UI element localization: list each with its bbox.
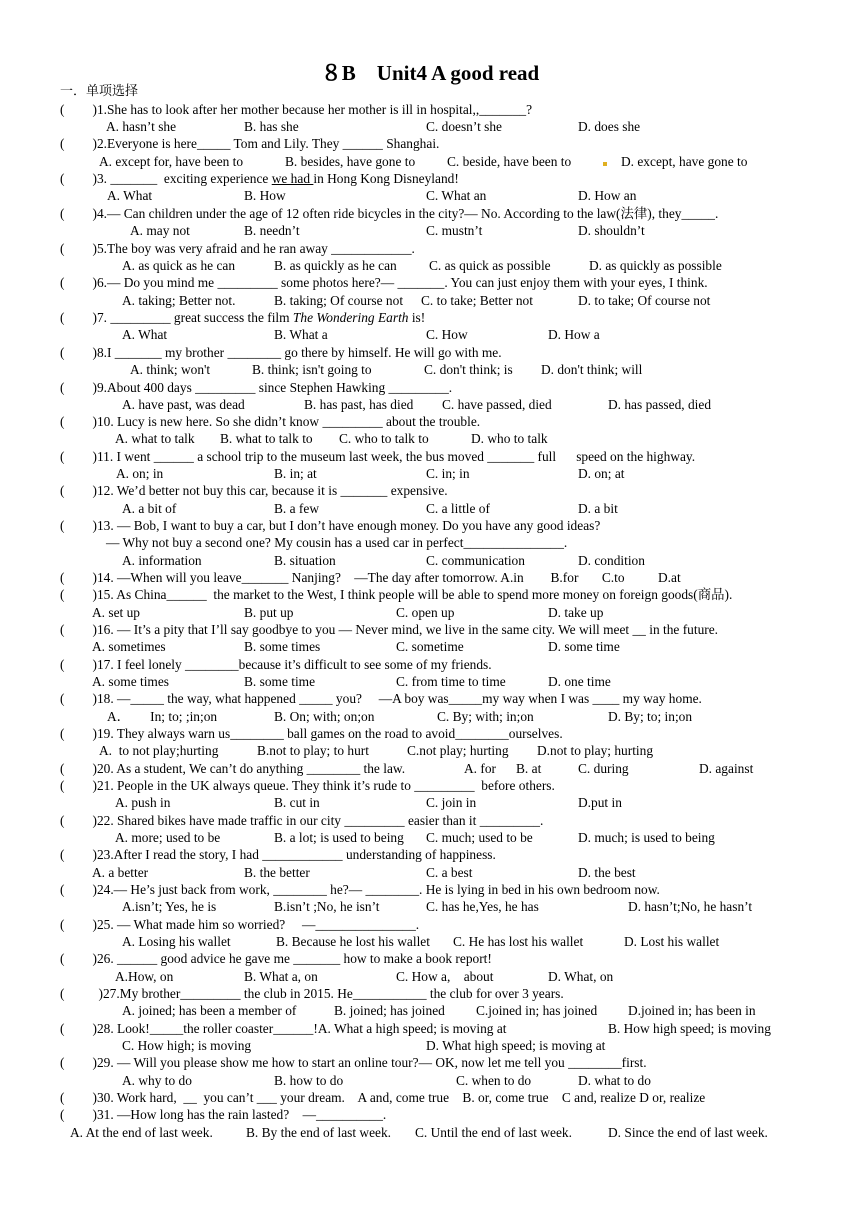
option-27a: A. joined; has been a member of	[122, 1003, 297, 1018]
question-11: ( )11. I went ______ a school trip to the museum last week, the bus moved _______ full speed on the highway.	[60, 449, 696, 464]
question-31: ( )31. —How long has the rain lasted? —__________.	[60, 1107, 387, 1122]
option-31d: D. Since the end of last week.	[608, 1125, 768, 1140]
option-20a: A. for	[464, 761, 496, 776]
option-12b: B. a few	[274, 501, 319, 516]
option-28b: B. How high speed; is moving	[608, 1021, 771, 1036]
option-29c: C. when to do	[456, 1073, 532, 1088]
option-24d: D. hasn’t;No, he hasn’t	[628, 899, 753, 914]
question-7: ( )7. _________ great success the film The Wondering Earth is!	[60, 310, 426, 325]
question-4: ( )4.— Can children under the age of 12 often ride bicycles in the city?— No. According to the law(法律), they_____.	[60, 206, 719, 221]
option-26a: A.How, on	[115, 969, 174, 984]
option-11c: C. in; in	[426, 466, 470, 481]
option-2c: C. beside, have been to	[447, 154, 572, 169]
option-24a: A.isn’t; Yes, he is	[122, 899, 217, 914]
option-5b: B. as quickly as he can	[274, 258, 397, 273]
option-18b: B. On; with; on;on	[274, 709, 375, 724]
question-10: ( )10. Lucy is new here. So she didn’t know _________ about the trouble.	[60, 414, 481, 429]
question-22: ( )22. Shared bikes have made traffic in our city _________ easier than it _________.	[60, 813, 544, 828]
option-19c: C.not play; hurting	[407, 743, 509, 758]
question-16: ( )16. — It’s a pity that I’ll say goodbye to you — Never mind, we live in the same city. We will meet __ in the future.	[60, 622, 719, 637]
option-8d: D. don't think; will	[541, 362, 643, 377]
option-11d: D. on; at	[578, 466, 625, 481]
option-25a: A. Losing his wallet	[122, 934, 231, 949]
option-31c: C. Until the end of last week.	[415, 1125, 572, 1140]
option-9d: D. has passed, died	[608, 397, 712, 412]
option-15d: D. take up	[548, 605, 604, 620]
question-8: ( )8.I _______ my brother ________ go there by himself. He will go with me.	[60, 345, 502, 360]
question-1: ( )1.She has to look after her mother because her mother is ill in hospital,,_______?	[60, 102, 533, 117]
option-13b: B. situation	[274, 553, 336, 568]
option-5a: A. as quick as he can	[122, 258, 236, 273]
question-25: ( )25. — What made him so worried? —_______________.	[60, 917, 420, 932]
option-16d: D. some time	[548, 639, 620, 654]
option-2d: D. except, have gone to	[621, 154, 748, 169]
option-10b: B. what to talk to	[220, 431, 313, 446]
option-28d: D. What high speed; is moving at	[426, 1038, 606, 1053]
question-5: ( )5.The boy was very afraid and he ran away ____________.	[60, 241, 415, 256]
option-10d: D. who to talk	[471, 431, 548, 446]
question-2: ( )2.Everyone is here_____ Tom and Lily. They ______ Shanghai.	[60, 136, 440, 151]
option-6a: A. taking; Better not.	[122, 293, 236, 308]
option-20d: D. against	[699, 761, 754, 776]
option-18c: C. By; with; in;on	[437, 709, 534, 724]
option-13d: D. condition	[578, 553, 645, 568]
option-13c: C. communication	[426, 553, 525, 568]
option-21a: A. push in	[115, 795, 171, 810]
option-9b: B. has past, has died	[304, 397, 414, 412]
option-7c: C. How	[426, 327, 468, 342]
question-18: ( )18. —_____ the way, what happened _____ you? —A boy was_____my way when I was ____ my way home.	[60, 691, 702, 706]
option-3a: A. What	[107, 188, 153, 203]
option-10a: A. what to talk	[115, 431, 195, 446]
option-8b: B. think; isn't going to	[252, 362, 372, 377]
option-16a: A. sometimes	[92, 639, 166, 654]
option-23b: B. the better	[244, 865, 310, 880]
option-10c: C. who to talk to	[339, 431, 429, 446]
option-23d: D. the best	[578, 865, 636, 880]
option-13a: A. information	[122, 553, 202, 568]
option-23c: C. a best	[426, 865, 473, 880]
option-29b: B. how to do	[274, 1073, 344, 1088]
option-9a: A. have past, was dead	[122, 397, 245, 412]
option-31a: A. At the end of last week.	[70, 1125, 213, 1140]
option-8a: A. think; won't	[130, 362, 211, 377]
option-2b: B. besides, have gone to	[285, 154, 416, 169]
question-28: ( )28. Look!_____the roller coaster______!A. What a high speed; is moving at	[60, 1021, 507, 1036]
question-13-reply: — Why not buy a second one? My cousin has a used car in perfect_______________.	[106, 535, 568, 550]
option-1d: D. does she	[578, 119, 641, 134]
option-4b: B. needn’t	[244, 223, 300, 238]
option-12a: A. a bit of	[122, 501, 177, 516]
option-6d: D. to take; Of course not	[578, 293, 711, 308]
option-20c: C. during	[578, 761, 629, 776]
option-26c: C. How a, about	[396, 969, 494, 984]
option-8c: C. don't think; is	[424, 362, 513, 377]
option-19d: D.not to play; hurting	[537, 743, 654, 758]
option-7b: B. What a	[274, 327, 328, 342]
option-15a: A. set up	[92, 605, 140, 620]
option-22c: C. much; used to be	[426, 830, 533, 845]
option-4a: A. may not	[130, 223, 190, 238]
option-25c: C. He has lost his wallet	[453, 934, 584, 949]
page-title: ８B Unit4 A good read	[320, 61, 540, 85]
option-3c: C. What an	[426, 188, 487, 203]
option-15b: B. put up	[244, 605, 294, 620]
option-18a: A． In; to; ;in;on	[107, 709, 218, 724]
option-1a: A. hasn’t she	[106, 119, 177, 134]
option-7a: A. What	[122, 327, 168, 342]
question-23: ( )23.After I read the story, I had ____________ understanding of happiness.	[60, 847, 496, 862]
question-21: ( )21. People in the UK always queue. They think it’s rude to _________ before others.	[60, 778, 555, 793]
option-29a: A. why to do	[122, 1073, 192, 1088]
option-11b: B. in; at	[274, 466, 317, 481]
option-27c: C.joined in; has joined	[476, 1003, 598, 1018]
option-3b: B. How	[244, 188, 286, 203]
option-29d: D. what to do	[578, 1073, 651, 1088]
question-17: ( )17. I feel lonely ________because it’s difficult to see some of my friends.	[60, 657, 492, 672]
option-16c: C. sometime	[396, 639, 464, 654]
option-2a: A. except for, have been to	[99, 154, 244, 169]
question-9: ( )9.About 400 days _________ since Stephen Hawking _________.	[60, 380, 453, 395]
option-17d: D. one time	[548, 674, 611, 689]
option-18d: D. By; to; in;on	[608, 709, 693, 724]
option-16b: B. some times	[244, 639, 321, 654]
option-27d: D.joined in; has been in	[628, 1003, 756, 1018]
option-22b: B. a lot; is used to being	[274, 830, 404, 845]
option-21b: B. cut in	[274, 795, 320, 810]
option-5d: D. as quickly as possible	[589, 258, 722, 273]
marker-dot	[603, 162, 607, 166]
question-15: ( )15. As China______ the market to the West, I think people will be able to spend more money on foreign goods(商品).	[60, 587, 733, 602]
option-7d: D. How a	[548, 327, 600, 342]
option-27b: B. joined; has joined	[334, 1003, 445, 1018]
option-21c: C. join in	[426, 795, 477, 810]
question-19: ( )19. They always warn us________ ball games on the road to avoid________ourselves.	[60, 726, 563, 741]
question-6: ( )6.— Do you mind me _________ some photos here?— _______. You can just enjoy them with your eyes, I think.	[60, 275, 708, 290]
option-4d: D. shouldn’t	[578, 223, 645, 238]
option-4c: C. mustn’t	[426, 223, 483, 238]
option-25d: D. Lost his wallet	[624, 934, 720, 949]
option-9c: C. have passed, died	[442, 397, 552, 412]
option-1b: B. has she	[244, 119, 299, 134]
option-6b: B. taking; Of course not	[274, 293, 404, 308]
option-5c: C. as quick as possible	[429, 258, 551, 273]
option-23a: A. a better	[92, 865, 149, 880]
question-29: ( )29. — Will you please show me how to start an online tour?— OK, now let me tell you ________first.	[60, 1055, 647, 1070]
option-22a: A. more; used to be	[115, 830, 221, 845]
option-19b: B.not to play; to hurt	[257, 743, 369, 758]
option-17b: B. some time	[244, 674, 316, 689]
option-31b: B. By the end of last week.	[246, 1125, 392, 1140]
option-15c: C. open up	[396, 605, 455, 620]
option-24c: C. has he,Yes, he has	[426, 899, 539, 914]
option-3d: D. How an	[578, 188, 637, 203]
question-12: ( )12. We’d better not buy this car, because it is _______ expensive.	[60, 483, 448, 498]
option-25b: B. Because he lost his wallet	[276, 934, 430, 949]
option-28c: C. How high; is moving	[122, 1038, 252, 1053]
option-20b: B. at	[516, 761, 542, 776]
option-24b: B.isn’t ;No, he isn’t	[274, 899, 380, 914]
section-heading: 一．单项选择	[60, 83, 139, 98]
option-21d: D.put in	[578, 795, 622, 810]
option-26d: D. What, on	[548, 969, 614, 984]
option-12c: C. a little of	[426, 501, 490, 516]
option-12d: D. a bit	[578, 501, 618, 516]
option-17a: A. some times	[92, 674, 169, 689]
question-20: ( )20. As a student, We can’t do anything ________ the law.	[60, 761, 406, 776]
question-30: ( )30. Work hard, __ you can’t ___ your dream. A and, come true B. or, come true C and, realize D or, realize	[60, 1090, 706, 1105]
option-1c: C. doesn’t she	[426, 119, 503, 134]
option-26b: B. What a, on	[244, 969, 318, 984]
question-24: ( )24.— He’s just back from work, ________ he?— ________. He is lying in bed in his own bedroom now.	[60, 882, 660, 897]
question-26: ( )26. ______ good advice he gave me _______ how to make a book report!	[60, 951, 492, 966]
option-11a: A. on; in	[116, 466, 164, 481]
option-17c: C. from time to time	[396, 674, 506, 689]
question-27: ( )27.My brother_________ the club in 2015. He___________ the club for over 3 years.	[60, 986, 564, 1001]
option-22d: D. much; is used to being	[578, 830, 715, 845]
option-6c: C. to take; Better not	[421, 293, 533, 308]
question-3: ( )3. _______ exciting experience we had in Hong Kong Disneyland!	[60, 171, 459, 186]
question-14: ( )14. —When will you leave_______ Nanjing? —The day after tomorrow. A.in B.for C.to D.at	[60, 570, 681, 585]
question-13: ( )13. — Bob, I want to buy a car, but I don’t have enough money. Do you have any good ideas?	[60, 518, 601, 533]
option-19a: A. to not play;hurting	[99, 743, 219, 758]
